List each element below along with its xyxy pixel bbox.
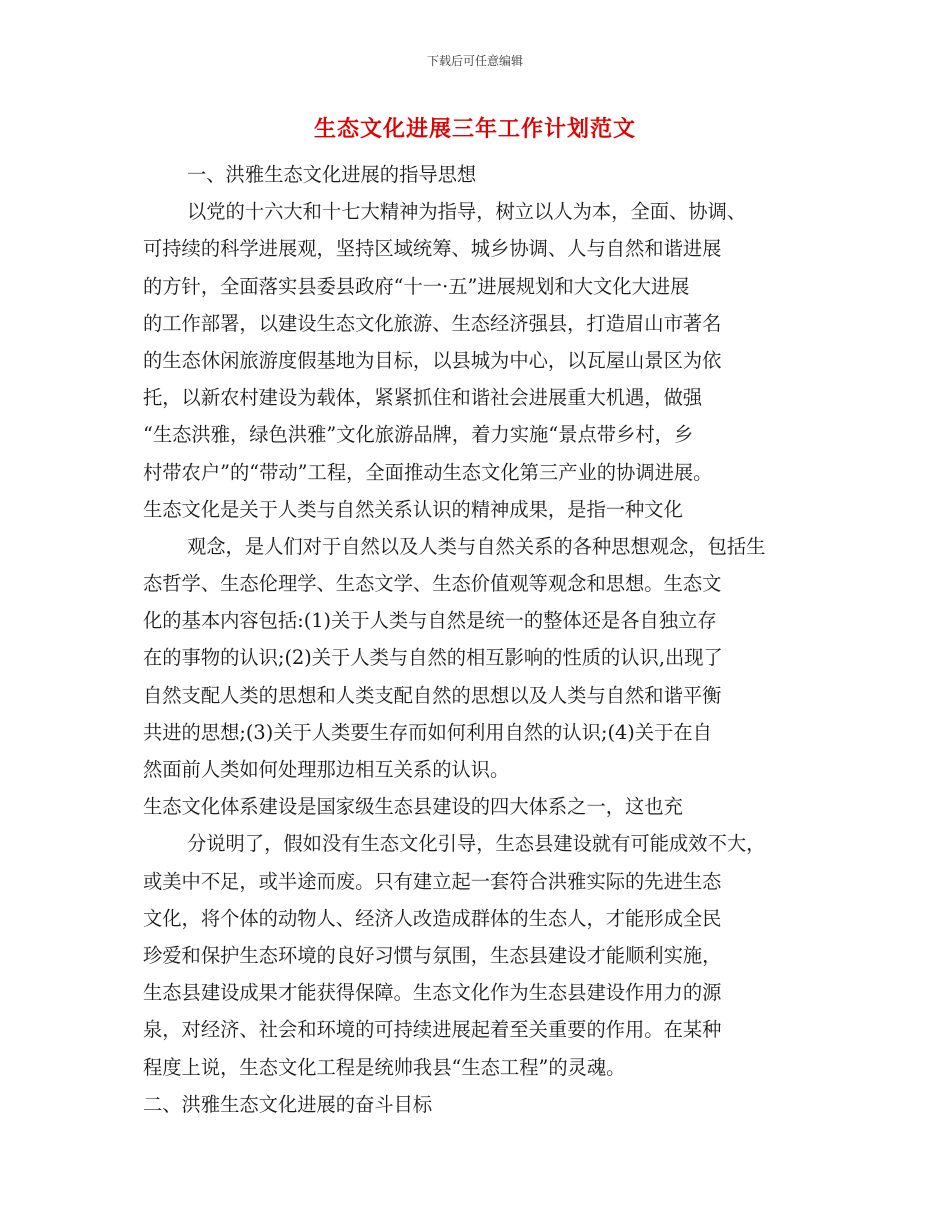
paragraph-line: 二、洪雅生态文化进展的奋斗目标 — [143, 1092, 433, 1116]
paragraph-line: 程度上说，生态文化工程是统帅我县“生态工程”的灵魂。 — [143, 1055, 626, 1079]
paragraph-line: 共进的思想;(3)关于人类要生存而如何利用自然的认识;(4)关于在自 — [143, 720, 712, 744]
paragraph-line: 态哲学、生态伦理学、生态文学、生态价值观等观念和思想。生态文 — [143, 572, 722, 596]
paragraph-line: 文化，将个体的动物人、经济人改造成群体的生态人，才能形成全民 — [143, 906, 722, 930]
paragraph-line: 分说明了，假如没有生态文化引导，生态县建设就有可能成效不大， — [187, 832, 766, 856]
section-heading: 一、洪雅生态文化进展的指导思想 — [187, 163, 477, 186]
paragraph-line: 的工作部署，以建设生态文化旅游、生态经济强县，打造眉山市著名 — [143, 311, 722, 335]
paragraph-line: 生态文化体系建设是国家级生态县建设的四大体系之一，这也充 — [143, 795, 683, 819]
paragraph-line: 自然支配人类的思想和人类支配自然的思想以及人类与自然和谐平衡 — [143, 683, 722, 707]
paragraph-line: 或美中不足，或半途而废。只有建立起一套符合洪雅实际的先进生态 — [143, 869, 722, 893]
page-header: 下载后可任意编辑 — [426, 54, 523, 68]
paragraph-line: 泉，对经济、社会和环境的可持续进展起着至关重要的作用。在某种 — [143, 1018, 722, 1042]
paragraph-line: 生态县建设成果才能获得保障。生态文化作为生态县建设作用力的源 — [143, 981, 722, 1005]
paragraph-line: 村带农户”的“带动”工程，全面推动生态文化第三产业的协调进展。 — [143, 460, 713, 484]
paragraph-line: 化的基本内容包括:(1)关于人类与自然是统一的整体还是各自独立存 — [143, 609, 717, 633]
document-title: 生态文化进展三年工作计划范文 — [313, 116, 636, 142]
paragraph-line: 珍爱和保护生态环境的良好习惯与氛围，生态县建设才能顺利实施， — [143, 943, 722, 967]
paragraph-line: 的生态休闲旅游度假基地为目标，以县城为中心，以瓦屋山景区为依 — [143, 348, 722, 372]
paragraph-line: 托，以新农村建设为载体，紧紧抓住和谐社会进展重大机遇，做强 — [143, 386, 703, 410]
paragraph-line: 观念，是人们对于自然以及人类与自然关系的各种思想观念，包括生 — [187, 534, 766, 558]
paragraph-line: “生态洪雅，绿色洪雅”文化旅游品牌，着力实施“景点带乡村，乡 — [143, 423, 694, 447]
paragraph-line: 然面前人类如何处理那边相互关系的认识。 — [143, 758, 510, 781]
section-heading — [143, 1123, 803, 1160]
paragraph-line: 在的事物的认识;(2)关于人类与自然的相互影响的性质的认识,出现了 — [143, 646, 723, 670]
document-body — [143, 156, 803, 1160]
paragraph-line: 以党的十六大和十七大精神为指导，树立以人为本，全面、协调、 — [187, 200, 747, 224]
paragraph-line: 可持续的科学进展观，坚持区域统筹、城乡协调、人与自然和谐进展 — [143, 237, 722, 261]
paragraph-line: 的方针，全面落实县委县政府“十一·五”进展规划和大文化大进展 — [143, 274, 690, 298]
paragraph-line: 生态文化是关于人类与自然关系认识的精神成果，是指一种文化 — [143, 497, 683, 521]
